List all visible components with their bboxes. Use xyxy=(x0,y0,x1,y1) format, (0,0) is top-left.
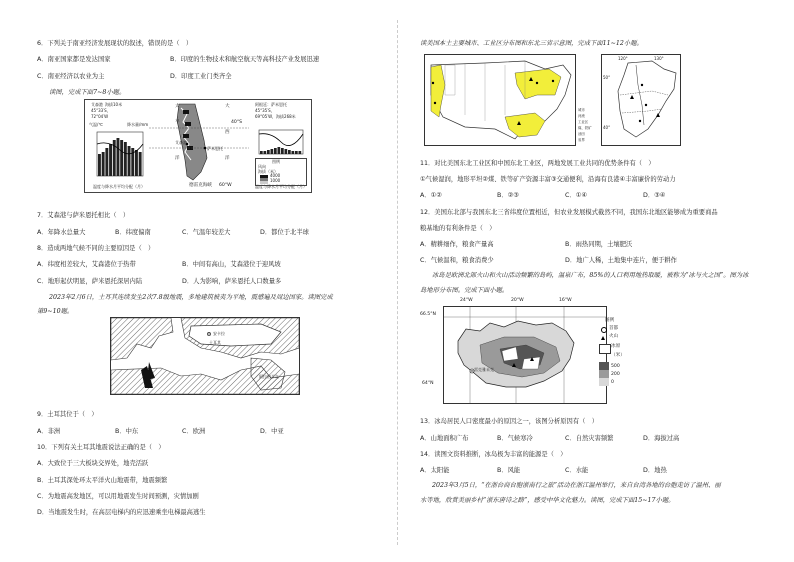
precip-bar xyxy=(267,150,270,154)
precip-bar xyxy=(128,146,131,176)
lon-120: 120° xyxy=(618,56,628,61)
label-reykjavik: 雷克雅未克 xyxy=(474,367,494,372)
q10-option-b[interactable]: B．土耳其深处环太平洋火山地震带，地震频繁 xyxy=(37,477,168,484)
q8-option-a[interactable]: A．纬度相差较大，艾森港位于热带 xyxy=(37,261,136,268)
legend-v2: 1000 xyxy=(270,178,281,183)
iceland-legend-title: 图例 xyxy=(605,318,615,323)
q11-stem: 11．对比美国东北工业区和中国东北工业区，两地发展工业共同的优势条件有（ ） xyxy=(420,160,655,167)
intro-13-14-line1: 冰岛是欧洲北部火山和火山活动频繁的岛屿，温泉广布，85%的人口利用地热取暖，被称为“冰与火之国”。图为冰 xyxy=(432,272,749,279)
q7-option-d[interactable]: D．都位于北半球 xyxy=(260,229,309,236)
q8-option-c[interactable]: C．地形起伏明显，萨米恩托深居内陆 xyxy=(37,278,143,285)
iceland-lat-64n: 64°N xyxy=(422,381,434,386)
label-turkey: 土耳其 xyxy=(209,340,221,345)
iceland-legend xyxy=(599,318,631,398)
left-elevation: 海拔10米 xyxy=(105,102,123,107)
q6-option-a[interactable]: A．南亚国家都是发达国家 xyxy=(37,56,111,63)
lat-50: 50° xyxy=(603,75,611,80)
iceland-lon-20w: 20°W xyxy=(511,298,524,303)
ocean-pacific-1: 太 xyxy=(175,104,180,109)
right-station-label: 阿根廷：萨米恩托 xyxy=(255,102,287,107)
q11-option-c[interactable]: C．①④ xyxy=(565,192,587,199)
q12-stem: 12．美国东北部与我国东北三省纬度位置相近，但农业发展模式截然不同，我国东北地区能够成为重要商品 xyxy=(420,209,718,216)
q9-stem: 9．土耳其位于（ ） xyxy=(37,411,98,418)
q13-option-d[interactable]: D．海拔过高 xyxy=(643,435,680,442)
iceland-map-figure xyxy=(443,306,607,404)
legend-0: 0 xyxy=(611,380,614,385)
legend-volcano: 火山 xyxy=(609,334,619,339)
q14-stem: 14．读图文资料推断，冰岛极为丰富的能源是（ ） xyxy=(420,451,567,458)
precip-bar xyxy=(274,148,277,154)
q8-option-b[interactable]: B．中间有高山，艾森港位于迎风坡 xyxy=(182,261,281,268)
patagonia-map xyxy=(149,100,249,192)
q6-option-b[interactable]: B．印度的生物技术和航空航天等高科技产业发展迅速 xyxy=(170,56,320,63)
precip-bar xyxy=(295,151,298,154)
ocean-pacific-2: 平 xyxy=(175,120,180,125)
usa-map-svg xyxy=(425,55,575,145)
precip-bar xyxy=(299,151,302,154)
q14-option-a[interactable]: A．太阳能 xyxy=(420,467,450,474)
left-climate-chart xyxy=(95,130,147,182)
intro-15-17-line1: 2023年3月5日，“在浙台商台胞浙南行之旅”活动在浙江温州举行，来自台湾各地的台胞走访了温州、丽 xyxy=(432,482,721,489)
precip-bar xyxy=(124,142,127,176)
legend-elev-unit: （米） xyxy=(611,353,625,358)
q6-option-d[interactable]: D．印度工业门类齐全 xyxy=(170,73,232,80)
iceland-lon-24w: 24°W xyxy=(460,298,473,303)
legend-industry: 工业区 xyxy=(578,120,589,124)
precip-bar xyxy=(285,149,288,154)
iceland-map xyxy=(444,307,606,403)
drake-passage: 德雷克海峡 xyxy=(189,183,212,188)
q13-option-b[interactable]: B．气候寒冷 xyxy=(497,435,533,442)
precip-bar xyxy=(135,150,138,176)
q11-option-a[interactable]: A．①② xyxy=(420,192,442,199)
ne-china-svg xyxy=(602,55,680,145)
elevation-legend xyxy=(255,158,307,186)
q12-option-d[interactable]: D．地广人稀，土地集中连片，便于耕作 xyxy=(565,257,677,264)
legend-oil: 油田 xyxy=(578,132,585,136)
precip-bar xyxy=(264,151,267,154)
q6-option-c[interactable]: C．南亚经济以农业为主 xyxy=(37,73,105,80)
precip-bar xyxy=(139,152,142,176)
q7-option-b[interactable]: B．纬度偏南 xyxy=(115,229,151,236)
legend-title: 图例 xyxy=(272,159,280,164)
q11-option-b[interactable]: B．②③ xyxy=(497,192,519,199)
q8-stem: 8．造成两地气候不同的主要原因是（ ） xyxy=(37,245,155,252)
q13-stem: 13．冰岛居民人口密度最小的原因之一，该图分析原因有（ ） xyxy=(420,418,599,425)
q14-option-c[interactable]: C．水能 xyxy=(565,467,589,474)
ocean-atlantic-3: 洋 xyxy=(225,156,230,161)
precip-bar xyxy=(278,147,281,154)
intro-7-8: 读图，完成下面7~8小题。 xyxy=(49,89,126,96)
lon-60w: 60°W xyxy=(219,183,232,188)
intro-9-10-line1: 2023年2月6日，土耳其连续发生2次7.8级地震，多地建筑被夷为平地，震感遍及周边国家。读图完成 xyxy=(49,294,333,301)
left-coords-2: 72°04′W xyxy=(91,114,109,119)
q9-option-b[interactable]: B．中东 xyxy=(115,428,139,435)
precip-bar xyxy=(281,148,284,154)
legend-city: 城市 xyxy=(578,108,585,112)
q7-stem: 7．艾森港与萨米恩托相比（ ） xyxy=(37,212,130,219)
legend-wind: 风向 xyxy=(258,164,266,169)
q12-option-c[interactable]: C．气候温和，粮食消费少 xyxy=(420,257,494,264)
precip-bar xyxy=(292,151,295,154)
right-column xyxy=(397,0,794,562)
left-temp-axis: 气温/℃ xyxy=(89,122,103,127)
legend-glacier: 冰原 xyxy=(611,344,621,349)
ocean-pacific-3: 洋 xyxy=(175,156,180,161)
label-ankara: 安卡拉 xyxy=(213,331,225,336)
turkey-map-figure xyxy=(110,317,300,395)
q14-option-b[interactable]: B．风能 xyxy=(497,467,521,474)
q11-option-d[interactable]: D．③④ xyxy=(643,192,666,199)
q8-option-d[interactable]: D．人为影响，萨米恩托人口数量多 xyxy=(182,278,282,285)
precip-bar xyxy=(102,152,105,176)
left-coords: 45°33′S， xyxy=(91,108,111,113)
right-coords-2: 69°05′W，海拔268米 xyxy=(255,114,296,119)
q10-stem: 10．下列有关土耳其地震说法正确的是（ ） xyxy=(37,444,165,451)
q11-statements: ①气候湿润，地形平坦②煤、铁等矿产资源丰富③交通便利，沿海有良港④丰富廉价的劳动力 xyxy=(420,176,676,183)
lon-130: 130° xyxy=(654,56,664,61)
intro-9-10-line2: 第9~10题。 xyxy=(37,308,74,315)
q12-option-a[interactable]: A．精耕细作，粮食产量高 xyxy=(420,241,494,248)
iceland-lon-16w: 16°W xyxy=(559,298,572,303)
label-arabia: 阿拉伯半岛 xyxy=(259,374,279,379)
precip-bar xyxy=(117,138,120,176)
q9-option-d[interactable]: D．中亚 xyxy=(260,428,284,435)
legend-province: 省界 xyxy=(578,138,585,142)
precip-bar xyxy=(120,140,123,176)
left-chart-caption: 温度与降水月平均分配（月） xyxy=(93,184,145,189)
precip-bar xyxy=(105,148,108,176)
climate-map-figure xyxy=(84,99,312,193)
precip-bar xyxy=(271,149,274,154)
legend-capital: 首都 xyxy=(609,326,619,331)
q12-stem-2: 粮基地的有利条件是（ ） xyxy=(420,225,496,232)
right-chart-caption: 温度与降水月平均分配（月） xyxy=(255,184,307,189)
city-sarmiento: 萨米恩托 xyxy=(207,146,223,151)
q7-option-a[interactable]: A．年降水总量大 xyxy=(37,229,86,236)
precip-bar xyxy=(260,151,263,154)
ne-china-map xyxy=(601,54,681,146)
legend-river: 河流 xyxy=(578,114,585,118)
q13-option-c[interactable]: C．自然灾害频繁 xyxy=(565,435,614,442)
q9-option-c[interactable]: C．欧洲 xyxy=(182,428,206,435)
city-aysen: 艾森港 xyxy=(175,140,187,145)
q10-option-c[interactable]: C．为地震高发地区，可以用地震发生时间预测，灾情加剧 xyxy=(37,493,199,500)
q10-option-a[interactable]: A．大致位于三大板块交界处，地壳活跃 xyxy=(37,460,149,467)
legend-200: 200 xyxy=(611,372,620,377)
right-coords: 45°35′S， xyxy=(255,108,275,113)
legend-v1: 4000 xyxy=(270,173,281,178)
q9-option-a[interactable]: A．非洲 xyxy=(37,428,61,435)
precip-bar xyxy=(288,150,291,154)
iceland-lat-66n: 66.5°N xyxy=(420,312,436,317)
lat-40s: 40°S xyxy=(231,120,243,125)
lat-40: 40° xyxy=(603,125,611,130)
left-station-label: 艾森港 xyxy=(91,102,103,107)
intro-13-14-line2: 岛地形分布图。完成下面小题。 xyxy=(420,287,509,294)
right-climate-chart xyxy=(257,128,307,156)
turkey-map xyxy=(111,318,299,394)
intro-15-17-line2: 水等地，欣赏美丽乡村“浙东唐诗之路”，感受中华文化魅力。读图，完成下面15~17小题。 xyxy=(420,497,675,504)
q10-option-d[interactable]: D．当地震发生时，在高层电梯内的应迅速乘坐电梯最高逃生 xyxy=(37,509,206,516)
intro-11-12: 读美国本土主要城市、工业区分布图和东北三省示意图，完成下面11~12小题。 xyxy=(420,40,643,47)
legend-elev: 海拔（米） xyxy=(258,169,278,174)
q14-option-d[interactable]: D．地热 xyxy=(643,467,667,474)
legend-iron: 煤、铁矿 xyxy=(578,126,592,130)
usa-industry-map xyxy=(424,54,576,146)
left-precip-axis: 降水量/mm xyxy=(127,122,149,127)
precip-bar xyxy=(109,144,112,176)
q13-option-a[interactable]: A．山地面积广布 xyxy=(420,435,469,442)
precip-bar xyxy=(98,154,101,176)
ocean-atlantic-2: 西 xyxy=(225,130,230,135)
ocean-atlantic-1: 大 xyxy=(225,104,230,109)
usa-map-legend xyxy=(578,108,598,144)
q12-option-b[interactable]: B．雨热同期，土壤肥沃 xyxy=(565,241,633,248)
q7-option-c[interactable]: C．气温年较差大 xyxy=(182,229,231,236)
legend-500: 500 xyxy=(611,364,620,369)
q6-stem: 6．下列关于南亚经济发展现状的叙述，错误的是（ ） xyxy=(37,40,193,47)
